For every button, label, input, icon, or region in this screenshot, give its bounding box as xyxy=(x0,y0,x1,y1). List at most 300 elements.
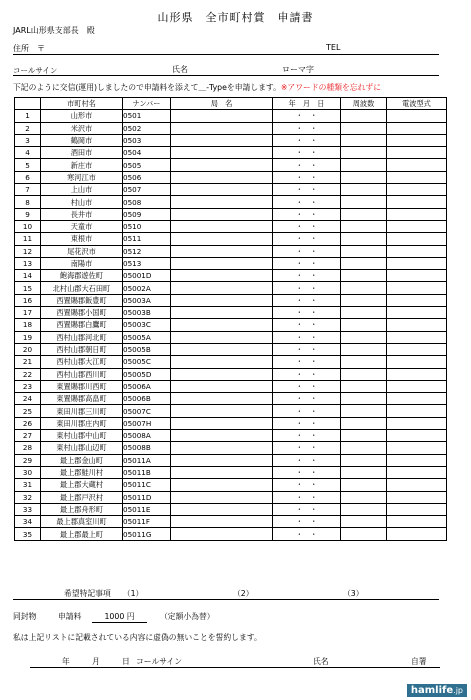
table-row xyxy=(15,220,447,232)
row-jcc-number: 05011G xyxy=(123,528,171,540)
table-row xyxy=(15,319,447,331)
signature-line[interactable] xyxy=(30,667,440,668)
row-jcc-number: 0507 xyxy=(123,184,171,196)
row-date-cell[interactable]: ・ ・ xyxy=(273,220,341,232)
row-number: 29 xyxy=(15,454,41,466)
row-station-cell[interactable] xyxy=(171,159,273,171)
row-date-cell[interactable]: ・ ・ xyxy=(273,196,341,208)
row-jcc-number: 0513 xyxy=(123,257,171,269)
row-jcc-number: 05007H xyxy=(123,417,171,429)
row-station-cell[interactable] xyxy=(171,454,273,466)
row-jcc-number: 0505 xyxy=(123,159,171,171)
row-frequency-cell[interactable] xyxy=(341,122,387,134)
row-jcc-number: 05002A xyxy=(123,282,171,294)
watermark-suffix: .jp xyxy=(453,686,463,695)
row-date-cell[interactable]: ・ ・ xyxy=(273,171,341,183)
row-municipality: 米沢市 xyxy=(41,122,123,134)
row-frequency-cell[interactable] xyxy=(341,233,387,245)
row-frequency-cell[interactable] xyxy=(341,479,387,491)
table-row xyxy=(15,245,447,257)
row-municipality: 最上郡金山町 xyxy=(41,454,123,466)
table-row xyxy=(15,405,447,417)
requests-title: 希望特記事項 xyxy=(64,589,111,598)
row-jcc-number: 05003C xyxy=(123,319,171,331)
row-date-cell[interactable]: ・ ・ xyxy=(273,430,341,442)
row-municipality: 最上郡大蔵村 xyxy=(41,479,123,491)
table-row xyxy=(15,503,447,515)
form-title: 山形県 全市町村賞 申請書 xyxy=(157,11,314,24)
row-number: 5 xyxy=(15,159,41,171)
row-number: 19 xyxy=(15,331,41,343)
name-label: 氏名 xyxy=(172,65,188,74)
row-frequency-cell[interactable] xyxy=(341,147,387,159)
header-frequency: 周波数 xyxy=(341,98,387,110)
row-frequency-cell[interactable] xyxy=(341,257,387,269)
row-station-cell[interactable] xyxy=(171,220,273,232)
row-number: 7 xyxy=(15,184,41,196)
row-number: 32 xyxy=(15,491,41,503)
row-municipality: 鶴岡市 xyxy=(41,134,123,146)
sign-callsign-label: コールサイン xyxy=(136,657,183,666)
row-jcc-number: 0501 xyxy=(123,110,171,122)
row-mode-cell[interactable] xyxy=(387,430,447,442)
table-row xyxy=(15,171,447,183)
row-station-cell[interactable] xyxy=(171,270,273,282)
table-row xyxy=(15,393,447,405)
row-frequency-cell[interactable] xyxy=(341,208,387,220)
row-mode-cell[interactable] xyxy=(387,147,447,159)
row-mode-cell[interactable] xyxy=(387,380,447,392)
row-mode-cell[interactable] xyxy=(387,454,447,466)
row-station-cell[interactable] xyxy=(171,319,273,331)
row-number: 34 xyxy=(15,516,41,528)
row-station-cell[interactable] xyxy=(171,122,273,134)
header-date: 年 月 日 xyxy=(273,98,341,110)
row-jcc-number: 05001D xyxy=(123,270,171,282)
row-municipality: 最上郡最上町 xyxy=(41,528,123,540)
row-station-cell[interactable] xyxy=(171,257,273,269)
row-number: 30 xyxy=(15,466,41,478)
row-mode-cell[interactable] xyxy=(387,491,447,503)
table-row xyxy=(15,233,447,245)
row-station-cell[interactable] xyxy=(171,405,273,417)
row-frequency-cell[interactable] xyxy=(341,491,387,503)
row-mode-cell[interactable] xyxy=(387,282,447,294)
row-jcc-number: 05005C xyxy=(123,356,171,368)
table-row xyxy=(15,417,447,429)
row-frequency-cell[interactable] xyxy=(341,220,387,232)
row-municipality: 天童市 xyxy=(41,220,123,232)
row-date-cell[interactable]: ・ ・ xyxy=(273,442,341,454)
row-station-cell[interactable] xyxy=(171,417,273,429)
row-date-cell[interactable]: ・ ・ xyxy=(273,380,341,392)
row-mode-cell[interactable] xyxy=(387,417,447,429)
row-mode-cell[interactable] xyxy=(387,466,447,478)
row-municipality: 尾花沢市 xyxy=(41,245,123,257)
row-frequency-cell[interactable] xyxy=(341,516,387,528)
requests-line[interactable] xyxy=(13,599,439,600)
row-number: 25 xyxy=(15,405,41,417)
row-mode-cell[interactable] xyxy=(387,233,447,245)
row-jcc-number: 05007C xyxy=(123,405,171,417)
municipality-table xyxy=(14,97,447,541)
row-date-cell[interactable]: ・ ・ xyxy=(273,356,341,368)
row-mode-cell[interactable] xyxy=(387,196,447,208)
row-number: 16 xyxy=(15,294,41,306)
row-number: 20 xyxy=(15,343,41,355)
row-station-cell[interactable] xyxy=(171,430,273,442)
row-station-cell[interactable] xyxy=(171,110,273,122)
row-jcc-number: 0504 xyxy=(123,147,171,159)
row-frequency-cell[interactable] xyxy=(341,368,387,380)
row-mode-cell[interactable] xyxy=(387,516,447,528)
row-date-cell[interactable]: ・ ・ xyxy=(273,466,341,478)
row-frequency-cell[interactable] xyxy=(341,331,387,343)
row-frequency-cell[interactable] xyxy=(341,307,387,319)
row-date-cell[interactable]: ・ ・ xyxy=(273,122,341,134)
row-municipality: 上山市 xyxy=(41,184,123,196)
row-number: 35 xyxy=(15,528,41,540)
table-row xyxy=(15,368,447,380)
row-number: 24 xyxy=(15,393,41,405)
row-mode-cell[interactable] xyxy=(387,171,447,183)
row-mode-cell[interactable] xyxy=(387,184,447,196)
row-mode-cell[interactable] xyxy=(387,368,447,380)
row-date-cell[interactable]: ・ ・ xyxy=(273,343,341,355)
row-municipality: 山形市 xyxy=(41,110,123,122)
table-row xyxy=(15,479,447,491)
table-row xyxy=(15,184,447,196)
row-station-cell[interactable] xyxy=(171,442,273,454)
row-jcc-number: 05011A xyxy=(123,454,171,466)
row-date-cell[interactable]: ・ ・ xyxy=(273,270,341,282)
row-frequency-cell[interactable] xyxy=(341,294,387,306)
callsign-label: コールサイン xyxy=(13,66,58,75)
requests-label xyxy=(64,588,143,599)
row-jcc-number: 05011F xyxy=(123,516,171,528)
row-number: 33 xyxy=(15,503,41,515)
row-mode-cell[interactable] xyxy=(387,208,447,220)
header-station: 局 名 xyxy=(171,98,273,110)
row-municipality: 最上郡鮭川村 xyxy=(41,466,123,478)
row-date-cell[interactable]: ・ ・ xyxy=(273,257,341,269)
row-municipality: 東置賜郡高畠町 xyxy=(41,393,123,405)
row-frequency-cell[interactable] xyxy=(341,466,387,478)
row-mode-cell[interactable] xyxy=(387,528,447,540)
row-mode-cell[interactable] xyxy=(387,245,447,257)
row-number: 4 xyxy=(15,147,41,159)
row-jcc-number: 05011B xyxy=(123,466,171,478)
row-mode-cell[interactable] xyxy=(387,134,447,146)
row-frequency-cell[interactable] xyxy=(341,184,387,196)
row-date-cell[interactable]: ・ ・ xyxy=(273,393,341,405)
row-number: 11 xyxy=(15,233,41,245)
table-row xyxy=(15,110,447,122)
request-item-2: （2） xyxy=(233,589,254,598)
row-date-cell[interactable]: ・ ・ xyxy=(273,159,341,171)
fee-unit: 円 xyxy=(126,612,135,621)
row-jcc-number: 0503 xyxy=(123,134,171,146)
row-mode-cell[interactable] xyxy=(387,110,447,122)
row-frequency-cell[interactable] xyxy=(341,356,387,368)
address-label: 住所 〒 xyxy=(13,44,45,53)
row-date-cell[interactable]: ・ ・ xyxy=(273,516,341,528)
row-station-cell[interactable] xyxy=(171,516,273,528)
row-station-cell[interactable] xyxy=(171,208,273,220)
table-row xyxy=(15,307,447,319)
row-station-cell[interactable] xyxy=(171,466,273,478)
row-station-cell[interactable] xyxy=(171,503,273,515)
row-date-cell[interactable]: ・ ・ xyxy=(273,368,341,380)
row-mode-cell[interactable] xyxy=(387,257,447,269)
table-row xyxy=(15,147,447,159)
row-jcc-number: 0512 xyxy=(123,245,171,257)
row-station-cell[interactable] xyxy=(171,368,273,380)
row-station-cell[interactable] xyxy=(171,380,273,392)
table-header-row xyxy=(15,98,447,110)
row-frequency-cell[interactable] xyxy=(341,270,387,282)
row-station-cell[interactable] xyxy=(171,307,273,319)
row-frequency-cell[interactable] xyxy=(341,159,387,171)
row-frequency-cell[interactable] xyxy=(341,134,387,146)
row-date-cell[interactable]: ・ ・ xyxy=(273,282,341,294)
row-date-cell[interactable]: ・ ・ xyxy=(273,479,341,491)
row-number: 1 xyxy=(15,110,41,122)
row-station-cell[interactable] xyxy=(171,356,273,368)
row-jcc-number: 05011E xyxy=(123,503,171,515)
row-jcc-number: 05003A xyxy=(123,294,171,306)
row-jcc-number: 0511 xyxy=(123,233,171,245)
row-municipality: 最上郡舟形町 xyxy=(41,503,123,515)
row-frequency-cell[interactable] xyxy=(341,171,387,183)
row-date-cell[interactable]: ・ ・ xyxy=(273,503,341,515)
row-date-cell[interactable]: ・ ・ xyxy=(273,147,341,159)
row-station-cell[interactable] xyxy=(171,245,273,257)
row-frequency-cell[interactable] xyxy=(341,110,387,122)
row-number: 3 xyxy=(15,134,41,146)
table-row xyxy=(15,442,447,454)
row-number: 6 xyxy=(15,171,41,183)
table-row xyxy=(15,331,447,343)
row-date-cell[interactable]: ・ ・ xyxy=(273,208,341,220)
table-row xyxy=(15,491,447,503)
row-date-cell[interactable]: ・ ・ xyxy=(273,528,341,540)
fee-value: 1000 xyxy=(104,612,125,621)
row-jcc-number: 0508 xyxy=(123,196,171,208)
row-municipality: 東村山郡中山町 xyxy=(41,430,123,442)
table-row xyxy=(15,270,447,282)
row-station-cell[interactable] xyxy=(171,282,273,294)
row-frequency-cell[interactable] xyxy=(341,442,387,454)
row-station-cell[interactable] xyxy=(171,196,273,208)
row-station-cell[interactable] xyxy=(171,393,273,405)
table-row xyxy=(15,257,447,269)
row-frequency-cell[interactable] xyxy=(341,282,387,294)
row-municipality: 西村山郡河北町 xyxy=(41,331,123,343)
row-number: 14 xyxy=(15,270,41,282)
row-station-cell[interactable] xyxy=(171,147,273,159)
table-row xyxy=(15,196,447,208)
row-mode-cell[interactable] xyxy=(387,294,447,306)
enclosure-label: 同封物 xyxy=(13,612,37,621)
row-date-cell[interactable]: ・ ・ xyxy=(273,454,341,466)
row-jcc-number: 05011D xyxy=(123,491,171,503)
row-number: 22 xyxy=(15,368,41,380)
row-jcc-number: 05006A xyxy=(123,380,171,392)
row-municipality: 西村山郡朝日町 xyxy=(41,343,123,355)
row-mode-cell[interactable] xyxy=(387,479,447,491)
row-mode-cell[interactable] xyxy=(387,393,447,405)
row-jcc-number: 0506 xyxy=(123,171,171,183)
fee-amount[interactable] xyxy=(92,611,147,623)
row-frequency-cell[interactable] xyxy=(341,196,387,208)
row-number: 26 xyxy=(15,417,41,429)
table-row xyxy=(15,380,447,392)
row-date-cell[interactable]: ・ ・ xyxy=(273,134,341,146)
row-date-cell[interactable]: ・ ・ xyxy=(273,417,341,429)
row-jcc-number: 05005A xyxy=(123,331,171,343)
row-number: 12 xyxy=(15,245,41,257)
row-number: 23 xyxy=(15,380,41,392)
row-mode-cell[interactable] xyxy=(387,442,447,454)
table-row xyxy=(15,134,447,146)
row-municipality: 西置賜郡小国町 xyxy=(41,307,123,319)
row-frequency-cell[interactable] xyxy=(341,417,387,429)
row-date-cell[interactable]: ・ ・ xyxy=(273,307,341,319)
row-frequency-cell[interactable] xyxy=(341,405,387,417)
row-station-cell[interactable] xyxy=(171,294,273,306)
row-number: 10 xyxy=(15,220,41,232)
row-number: 27 xyxy=(15,430,41,442)
row-date-cell[interactable]: ・ ・ xyxy=(273,405,341,417)
row-mode-cell[interactable] xyxy=(387,220,447,232)
row-municipality: 東村山郡山辺町 xyxy=(41,442,123,454)
row-municipality: 東置賜郡川西町 xyxy=(41,380,123,392)
row-municipality: 西村山郡西川町 xyxy=(41,368,123,380)
table-row xyxy=(15,466,447,478)
row-station-cell[interactable] xyxy=(171,134,273,146)
row-number: 15 xyxy=(15,282,41,294)
row-date-cell[interactable]: ・ ・ xyxy=(273,110,341,122)
row-jcc-number: 05003B xyxy=(123,307,171,319)
sign-name-label: 氏名 xyxy=(313,657,329,666)
row-frequency-cell[interactable] xyxy=(341,343,387,355)
addressee: JARL山形県支部長 殿 xyxy=(13,26,95,35)
row-mode-cell[interactable] xyxy=(387,331,447,343)
row-municipality: 酒田市 xyxy=(41,147,123,159)
row-station-cell[interactable] xyxy=(171,343,273,355)
row-station-cell[interactable] xyxy=(171,491,273,503)
row-municipality: 新庄市 xyxy=(41,159,123,171)
row-mode-cell[interactable] xyxy=(387,307,447,319)
row-number: 8 xyxy=(15,196,41,208)
row-mode-cell[interactable] xyxy=(387,356,447,368)
row-frequency-cell[interactable] xyxy=(341,430,387,442)
address-line[interactable] xyxy=(13,54,439,55)
row-station-cell[interactable] xyxy=(171,171,273,183)
row-municipality: 西置賜郡白鷹町 xyxy=(41,319,123,331)
row-date-cell[interactable]: ・ ・ xyxy=(273,245,341,257)
request-item-3: （3） xyxy=(343,589,364,598)
row-number: 31 xyxy=(15,479,41,491)
row-date-cell[interactable]: ・ ・ xyxy=(273,491,341,503)
row-municipality: 最上郡戸沢村 xyxy=(41,491,123,503)
row-frequency-cell[interactable] xyxy=(341,380,387,392)
row-frequency-cell[interactable] xyxy=(341,319,387,331)
row-date-cell[interactable]: ・ ・ xyxy=(273,184,341,196)
row-mode-cell[interactable] xyxy=(387,122,447,134)
row-frequency-cell[interactable] xyxy=(341,245,387,257)
row-station-cell[interactable] xyxy=(171,331,273,343)
sign-month: 月 xyxy=(92,657,100,666)
row-frequency-cell[interactable] xyxy=(341,528,387,540)
row-frequency-cell[interactable] xyxy=(341,393,387,405)
row-number: 18 xyxy=(15,319,41,331)
row-date-cell[interactable]: ・ ・ xyxy=(273,294,341,306)
row-jcc-number: 05008B xyxy=(123,442,171,454)
row-frequency-cell[interactable] xyxy=(341,454,387,466)
table-row xyxy=(15,454,447,466)
row-number: 9 xyxy=(15,208,41,220)
table-row xyxy=(15,208,447,220)
row-jcc-number: 05011C xyxy=(123,479,171,491)
row-mode-cell[interactable] xyxy=(387,503,447,515)
header-municipality: 市町村名 xyxy=(41,98,123,110)
row-mode-cell[interactable] xyxy=(387,270,447,282)
row-municipality: 東田川郡庄内町 xyxy=(41,417,123,429)
row-municipality: 村山市 xyxy=(41,196,123,208)
row-number: 17 xyxy=(15,307,41,319)
row-jcc-number: 05005B xyxy=(123,343,171,355)
table-row xyxy=(15,343,447,355)
row-frequency-cell[interactable] xyxy=(341,503,387,515)
instruction-main: 下記のように交信(運用)しましたので申請料を添えて＿-Typeを申請します。 xyxy=(13,83,281,92)
row-municipality: 北村山郡大石田町 xyxy=(41,282,123,294)
row-municipality: 南陽市 xyxy=(41,257,123,269)
row-mode-cell[interactable] xyxy=(387,159,447,171)
row-station-cell[interactable] xyxy=(171,479,273,491)
row-jcc-number: 05008A xyxy=(123,430,171,442)
row-date-cell[interactable]: ・ ・ xyxy=(273,319,341,331)
table-row xyxy=(15,528,447,540)
row-jcc-number: 05006B xyxy=(123,393,171,405)
sign-year: 年 xyxy=(62,657,70,666)
row-municipality: 西置賜郡飯豊町 xyxy=(41,294,123,306)
row-municipality: 長井市 xyxy=(41,208,123,220)
row-municipality: 西村山郡大江町 xyxy=(41,356,123,368)
callsign-name-line[interactable] xyxy=(13,75,439,76)
romaji-label: ローマ字 xyxy=(282,65,314,74)
sign-day: 日 xyxy=(122,657,130,666)
row-mode-cell[interactable] xyxy=(387,319,447,331)
row-station-cell[interactable] xyxy=(171,528,273,540)
table-row xyxy=(15,159,447,171)
row-date-cell[interactable]: ・ ・ xyxy=(273,331,341,343)
table-row xyxy=(15,356,447,368)
table-row xyxy=(15,282,447,294)
table-row xyxy=(15,294,447,306)
row-station-cell[interactable] xyxy=(171,184,273,196)
header-number: ナンバー xyxy=(123,98,171,110)
row-jcc-number: 0510 xyxy=(123,220,171,232)
row-mode-cell[interactable] xyxy=(387,405,447,417)
header-no xyxy=(15,98,41,110)
row-station-cell[interactable] xyxy=(171,233,273,245)
fee-note: （定額小為替） xyxy=(160,612,215,621)
row-jcc-number: 05005D xyxy=(123,368,171,380)
row-mode-cell[interactable] xyxy=(387,343,447,355)
row-date-cell[interactable]: ・ ・ xyxy=(273,233,341,245)
